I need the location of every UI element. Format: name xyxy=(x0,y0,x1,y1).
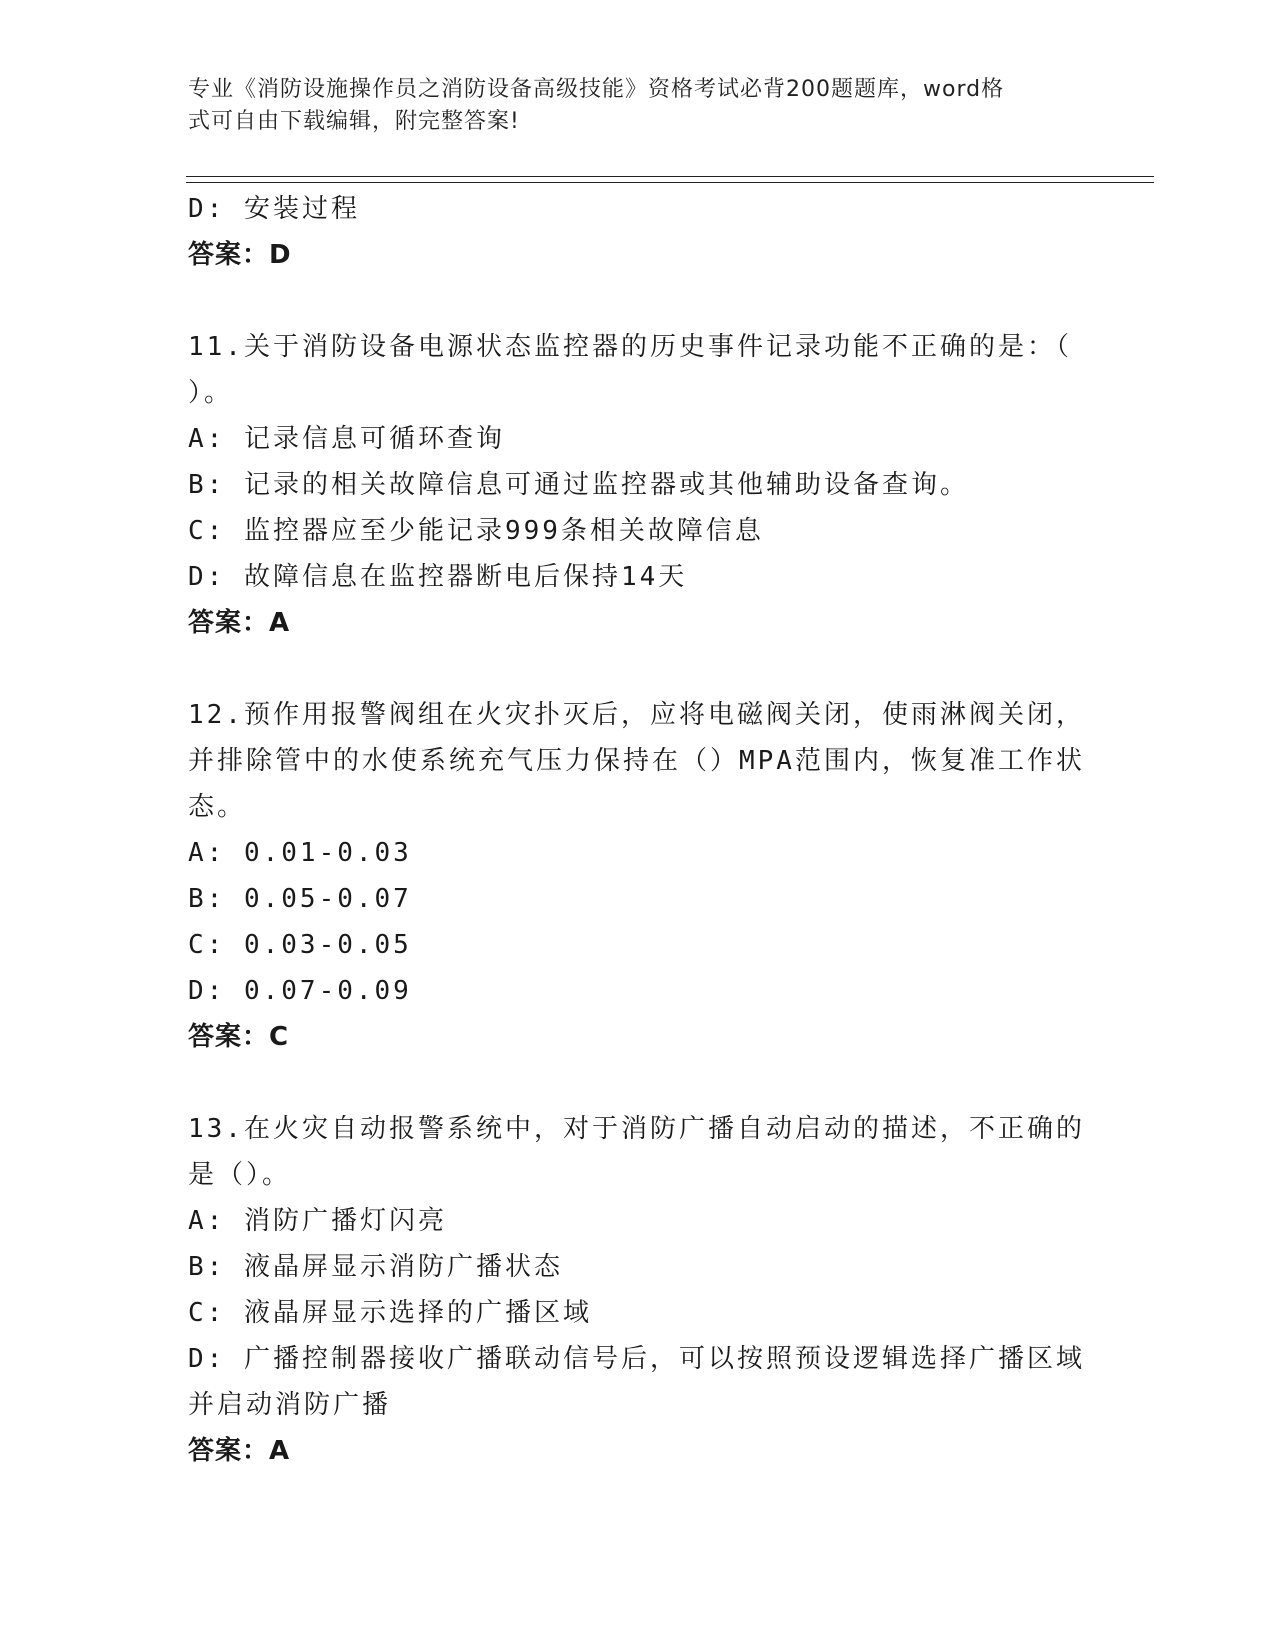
question-stem-continued: ）。 xyxy=(188,378,234,408)
header-line-2: 式可自由下载编辑，附完整答案! xyxy=(188,109,520,134)
question-stem-continued: 是（）。 xyxy=(188,1160,292,1190)
spacer xyxy=(188,646,1088,692)
option-b: B: 液晶屏显示消防广播状态 xyxy=(188,1252,563,1282)
option-c: C: 液晶屏显示选择的广播区域 xyxy=(188,1298,592,1328)
option-c: C: 监控器应至少能记录999条相关故障信息 xyxy=(188,516,764,546)
answer-line: 答案：A xyxy=(188,1436,291,1466)
option-d: D: 广播控制器接收广播联动信号后，可以按照预设逻辑选择广播区域 xyxy=(188,1344,1085,1374)
question-stem-continued: 态。 xyxy=(188,792,247,822)
option-a: A: 0.01-0.03 xyxy=(188,838,412,868)
question-stem: 13.在火灾自动报警系统中，对于消防广播自动启动的描述，不正确的 xyxy=(188,1114,1085,1144)
question-12 xyxy=(188,692,1088,1060)
document-header xyxy=(188,74,1068,138)
answer-line: 答案：C xyxy=(188,1022,290,1052)
question-11 xyxy=(188,324,1088,646)
header-divider-bottom xyxy=(186,182,1154,183)
option-d-continued: 并启动消防广播 xyxy=(188,1390,392,1420)
spacer xyxy=(188,278,1088,324)
question-13 xyxy=(188,1106,1088,1474)
option-d: D: 安装过程 xyxy=(188,194,360,224)
header-divider-top xyxy=(186,176,1154,177)
header-line-1: 专业《消防设施操作员之消防设备高级技能》资格考试必背200题题库，word格 xyxy=(188,77,1005,102)
question-stem: 11.关于消防设备电源状态监控器的历史事件记录功能不正确的是：（ xyxy=(188,332,1072,362)
option-c: C: 0.03-0.05 xyxy=(188,930,412,960)
option-a: A: 记录信息可循环查询 xyxy=(188,424,505,454)
answer-line: 答案：A xyxy=(188,608,291,638)
option-b: B: 记录的相关故障信息可通过监控器或其他辅助设备查询。 xyxy=(188,470,969,500)
option-a: A: 消防广播灯闪亮 xyxy=(188,1206,447,1236)
question-10-tail xyxy=(188,186,1088,278)
spacer xyxy=(188,1060,1088,1106)
option-b: B: 0.05-0.07 xyxy=(188,884,412,914)
document-body xyxy=(188,186,1088,1474)
option-d: D: 0.07-0.09 xyxy=(188,976,412,1006)
answer-line: 答案：D xyxy=(188,240,292,270)
question-stem-continued: 并排除管中的水使系统充气压力保持在（）MPA范围内，恢复准工作状 xyxy=(188,746,1085,776)
option-d: D: 故障信息在监控器断电后保持14天 xyxy=(188,562,688,592)
question-stem: 12.预作用报警阀组在火灾扑灭后，应将电磁阀关闭，使雨淋阀关闭， xyxy=(188,700,1085,730)
